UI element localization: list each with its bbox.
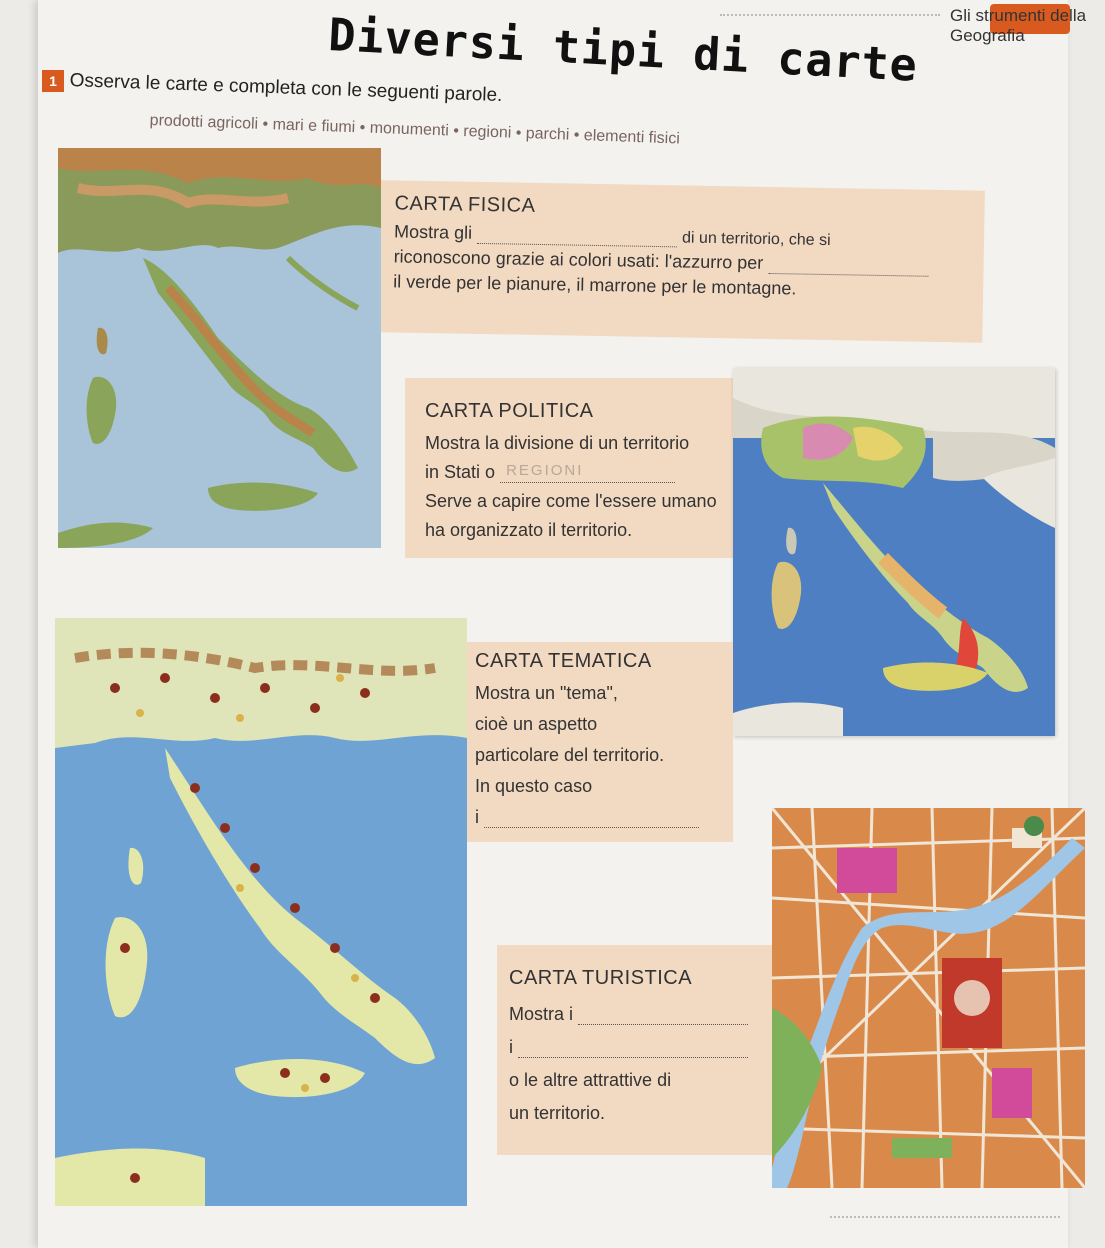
thematic-map: [55, 618, 467, 1206]
tourist-text-4: un territorio.: [509, 1103, 606, 1123]
thematic-map-box: [455, 642, 733, 842]
physical-map-box: [367, 180, 985, 343]
political-blank[interactable]: [500, 462, 675, 483]
physical-blank-1[interactable]: [477, 227, 677, 247]
physical-map-title: CARTA FISICA: [394, 192, 536, 217]
physical-text-1a: Mostra gli: [393, 221, 473, 243]
physical-map: [58, 148, 381, 548]
exercise-instruction: Osserva le carte e completa con le seguenti parole.: [69, 70, 503, 107]
political-map-title: CARTA POLITICA: [425, 400, 594, 422]
physical-text-1b: di un territorio, che si: [681, 229, 831, 250]
thematic-text-4: In questo caso: [475, 776, 593, 796]
thematic-text-1: Mostra un "tema",: [475, 683, 618, 703]
tourist-map-box: [497, 945, 782, 1155]
tourist-text-2: i: [509, 1037, 513, 1057]
chapter-label: Gli strumenti della Geografia: [950, 6, 1087, 45]
thematic-map-title: CARTA TEMATICA: [475, 650, 652, 672]
physical-text-3: il verde per le pianure, il marrone per le montagne.: [393, 271, 797, 299]
tourist-text-3: o le altre attrattive di: [509, 1070, 672, 1090]
political-text-1: Mostra la divisione di un territorio: [425, 433, 690, 453]
tourist-text-1: Mostra i: [509, 1004, 574, 1024]
tourist-map: [772, 808, 1085, 1188]
political-text-3: Serve a capire come l'essere umano: [425, 491, 717, 511]
header-dotted-line: [720, 14, 940, 16]
thematic-text-2: cioè un aspetto: [475, 714, 598, 734]
political-map-box: [405, 378, 735, 558]
word-bank: prodotti agricoli • mari e fiumi • monumenti • regioni • parchi • elementi fisici: [149, 112, 681, 148]
tourist-blank-2[interactable]: [518, 1041, 748, 1058]
page-title: Diversi tipi di carte: [327, 8, 920, 92]
thematic-text-5: i: [475, 807, 479, 827]
political-handwritten-answer: REGIONI: [506, 462, 584, 479]
thematic-text-3: particolare del territorio.: [475, 745, 665, 765]
tourist-map-title: CARTA TURISTICA: [509, 967, 693, 989]
physical-text-2: riconoscono grazie ai colori usati: l'azzurro per: [393, 246, 764, 273]
tourist-blank-1[interactable]: [578, 1008, 748, 1025]
thematic-blank[interactable]: [484, 811, 699, 828]
political-text-2: in Stati o: [425, 462, 496, 482]
political-map: [733, 368, 1055, 736]
exercise-number: 1: [42, 70, 64, 92]
footer-dotted-line: [830, 1216, 1060, 1218]
political-text-4: ha organizzato il territorio.: [425, 520, 633, 540]
physical-blank-2[interactable]: [768, 257, 928, 277]
